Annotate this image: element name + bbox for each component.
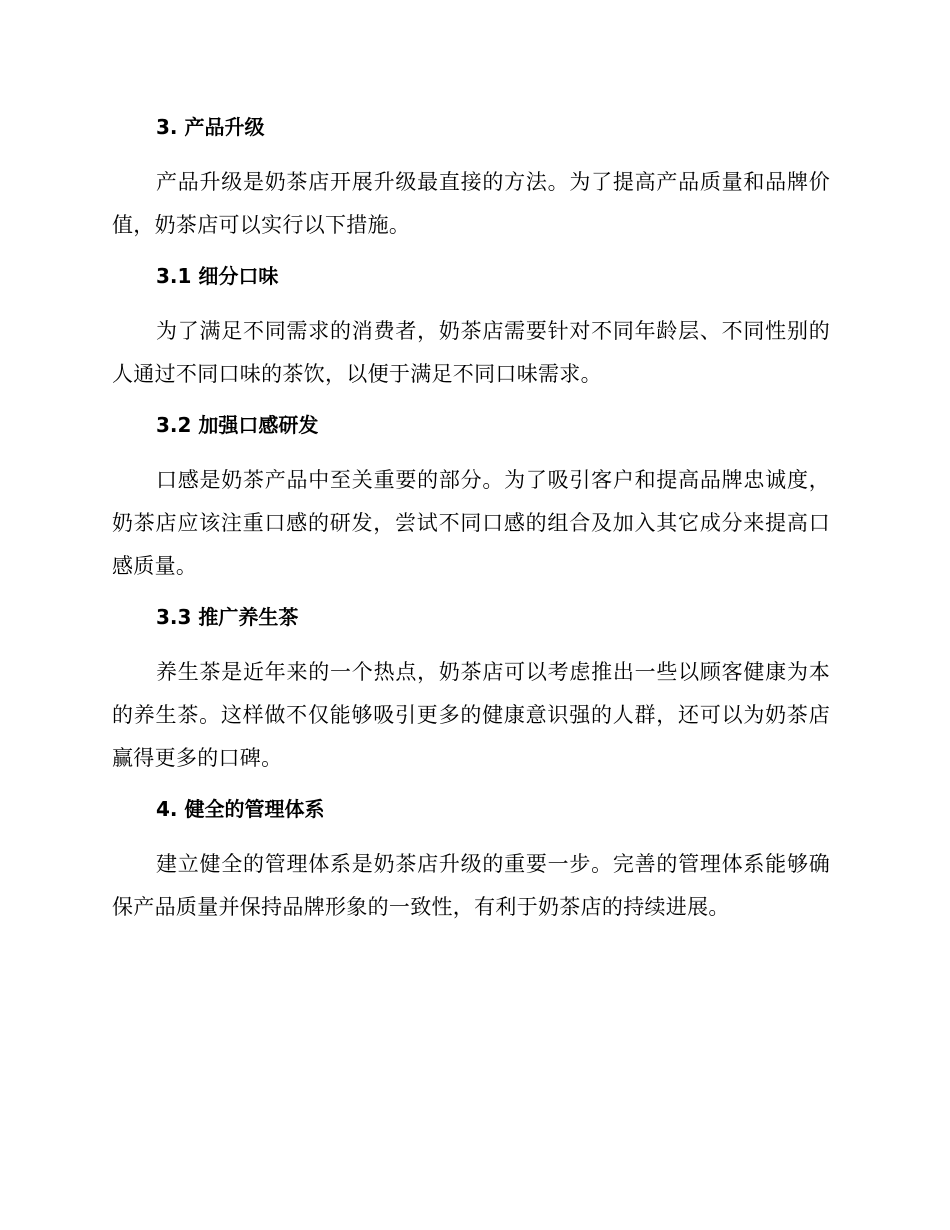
section-heading-texture-rnd: 3.2 加强口感研发	[156, 413, 319, 437]
document-body	[112, 108, 830, 939]
section-paragraph-product-upgrade: 产品升级是奶茶店开展升级最直接的方法。为了提高产品质量和品牌价值，奶茶店可以实行以下措施。	[112, 170, 830, 237]
section-paragraph-texture-rnd: 口感是奶茶产品中至关重要的部分。为了吸引客户和提高品牌忠诚度，奶茶店应该注重口感的研发，尝试不同口感的组合及加入其它成分来提高口感质量。	[112, 468, 830, 578]
section-paragraph-management-system: 建立健全的管理体系是奶茶店升级的重要一步。完善的管理体系能够确保产品质量并保持品牌形象的一致性，有利于奶茶店的持续进展。	[112, 852, 830, 919]
section-heading-health-tea: 3.3 推广养生茶	[156, 605, 299, 629]
section-paragraph-flavor-segmentation: 为了满足不同需求的消费者，奶茶店需要针对不同年龄层、不同性别的人通过不同口味的茶饮，以便于满足不同口味需求。	[112, 319, 830, 386]
section-heading-management-system: 4. 健全的管理体系	[156, 797, 325, 821]
section-paragraph-health-tea: 养生茶是近年来的一个热点，奶茶店可以考虑推出一些以顾客健康为本的养生茶。这样做不仅能够吸引更多的健康意识强的人群，还可以为奶茶店赢得更多的口碑。	[112, 660, 830, 770]
section-heading-product-upgrade: 3. 产品升级	[156, 115, 265, 139]
section-heading-flavor-segmentation: 3.1 细分口味	[156, 264, 279, 288]
